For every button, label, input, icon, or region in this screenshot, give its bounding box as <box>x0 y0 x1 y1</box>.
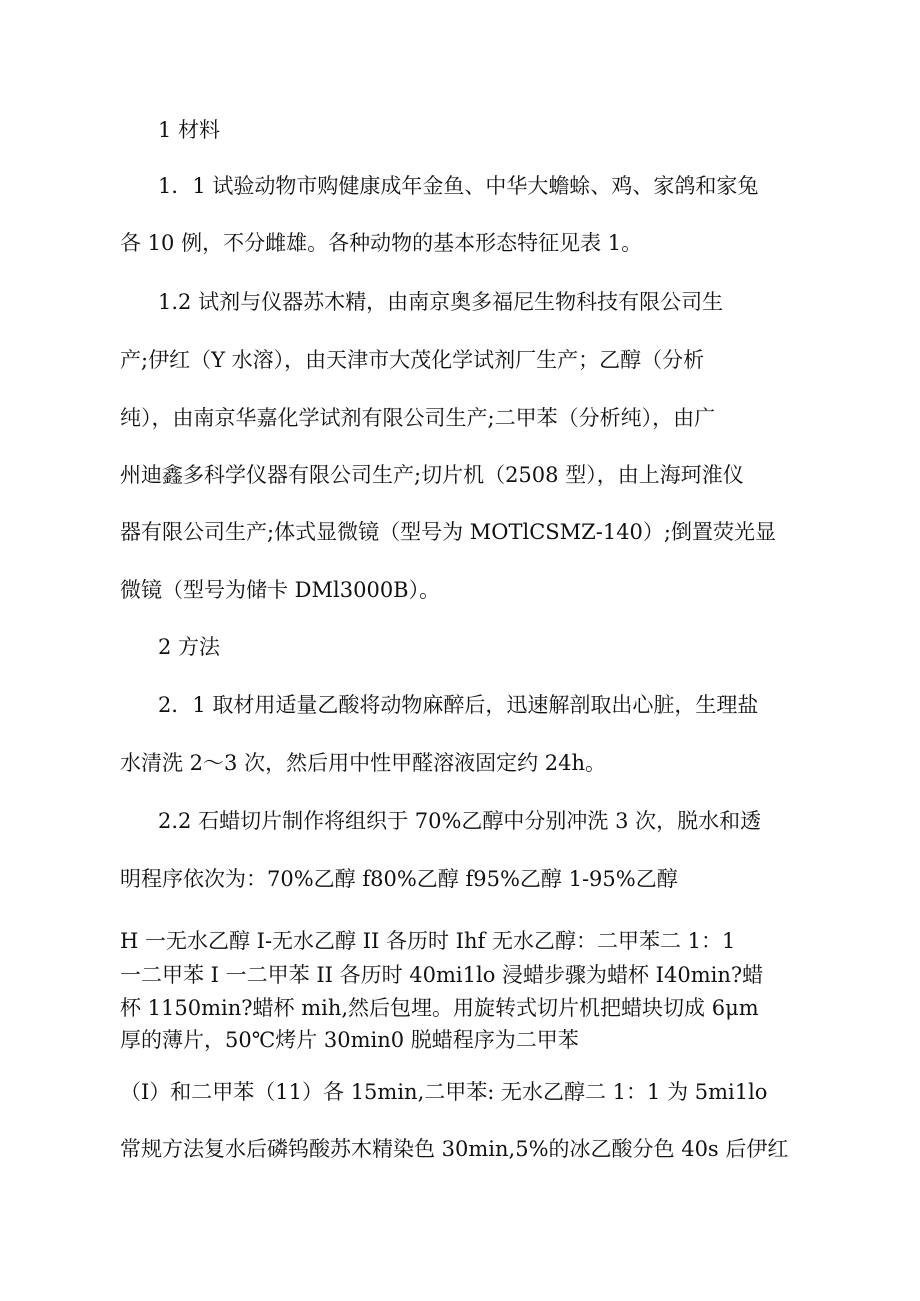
paragraph-line: （I）和二甲苯（11）各 15min,二甲苯: 无水乙醇二 1：1 为 5mi1lo <box>120 1080 768 1104</box>
paragraph-line: 2.2 石蜡切片制作将组织于 70%乙醇中分别冲洗 3 次，脱水和透 <box>158 809 762 833</box>
paragraph-line: 厚的薄片，50℃烤片 30min0 脱蜡程序为二甲苯 <box>120 1028 579 1052</box>
paragraph-line: 1.2 试剂与仪器苏木精，由南京奥多福尼生物科技有限公司生 <box>158 290 724 314</box>
paragraph-line: 2．1 取材用适量乙酸将动物麻醉后，迅速解剖取出心脏，生理盐 <box>158 693 759 717</box>
paragraph-line: 州迪鑫多科学仪器有限公司生产;切片机（2508 型），由上海珂淮仪 <box>120 463 744 487</box>
paragraph-line: 水清洗 2～3 次，然后用中性甲醛溶液固定约 24h。 <box>120 751 606 775</box>
paragraph-line: 1．1 试验动物市购健康成年金鱼、中华大蟾蜍、鸡、家鸽和家兔 <box>158 174 759 198</box>
section-heading: 1 材料 <box>158 118 221 142</box>
paragraph-line: 产;伊红（Y 水溶），由天津市大茂化学试剂厂生产；乙醇（分析 <box>120 348 705 372</box>
paragraph-line: 常规方法复水后磷钨酸苏木精染色 30min,5%的冰乙酸分色 40s 后伊红 <box>120 1137 789 1161</box>
paragraph-line: 杯 1150min?蜡杯 mih,然后包埋。用旋转式切片机把蜡块切成 6μm <box>120 996 759 1020</box>
paragraph-line: 一二甲苯 I 一二甲苯 II 各历时 40mi1lo 浸蜡步骤为蜡杯 I40min?蜡 <box>120 963 764 987</box>
paragraph-line: H 一无水乙醇 I-无水乙醇 II 各历时 Ihf 无水乙醇：二甲苯二 1：1 <box>120 929 736 953</box>
paragraph-line: 器有限公司生产;体式显微镜（型号为 MOTlCSMZ-140）;倒置荧光显 <box>120 520 776 544</box>
paragraph-line: 纯），由南京华嘉化学试剂有限公司生产;二甲苯（分析纯），由广 <box>120 406 716 430</box>
paragraph-line: 明程序依次为：70%乙醇 f80%乙醇 f95%乙醇 1-95%乙醇 <box>120 867 678 891</box>
paragraph-line: 微镜（型号为储卡 DMl3000B）。 <box>120 578 441 602</box>
section-heading: 2 方法 <box>158 635 221 659</box>
paragraph-line: 各 10 例，不分雌雄。各种动物的基本形态特征见表 1。 <box>120 231 643 255</box>
